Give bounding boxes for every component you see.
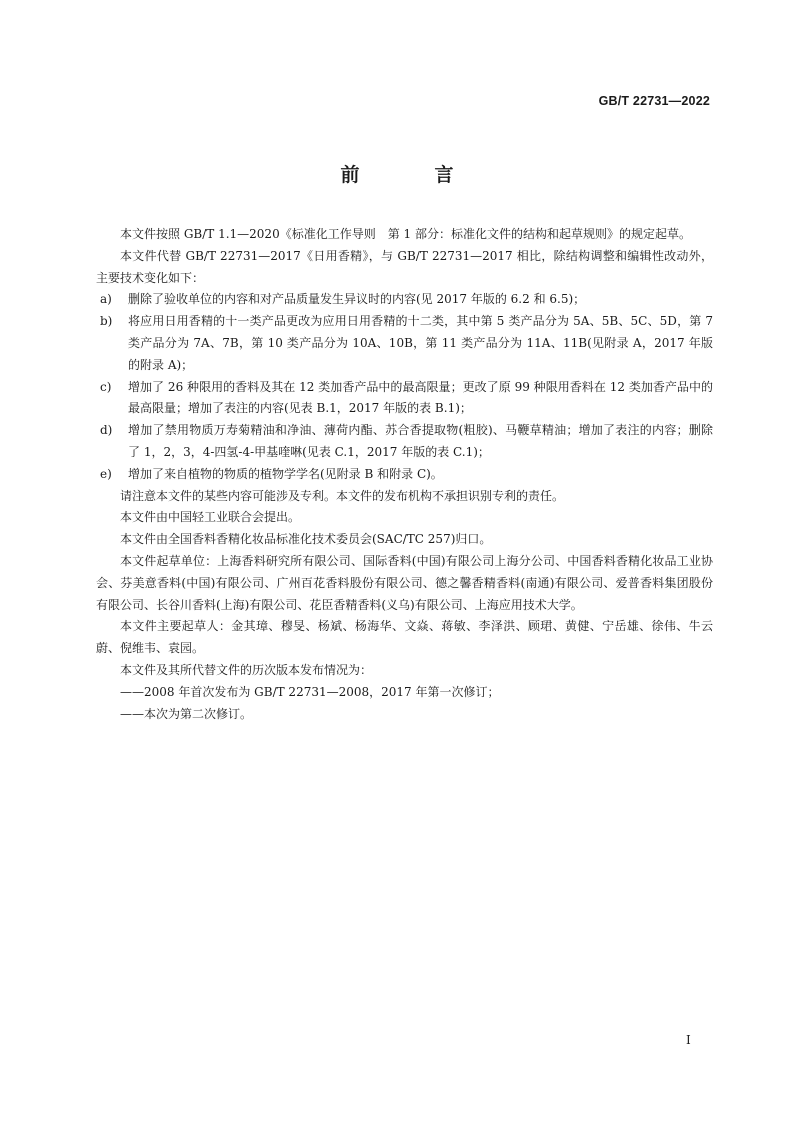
list-item (96, 420, 713, 464)
list-marker: e) (100, 466, 112, 481)
list-item-text: 将应用日用香精的十一类产品更改为应用日用香精的十二类，其中第 5 类产品分为 5A、5B、5C、5D，第 7 类产品分为 7A、7B，第 10 类产品分为 10A、10B，第 11 类产品分为 11A、11B(见附录 A，2017 年版的附录 A)； (128, 314, 713, 372)
list-marker: c) (100, 379, 112, 394)
list-marker: b) (100, 314, 113, 329)
page-number: I (686, 1033, 691, 1047)
list-item (96, 311, 713, 376)
history-item: ——2008 年首次发布为 GB/T 22731—2008，2017 年第一次修订； (120, 684, 500, 699)
paragraph-replaces: 本文件代替 GB/T 22731—2017《日用香精》，与 GB/T 22731—2017 相比，除结构调整和编辑性改动外，主要技术变化如下： (96, 248, 713, 285)
paragraph-main-drafters: 本文件主要起草人：金其璋、穆旻、杨斌、杨海华、文焱、蒋敏、李泽洪、顾珺、黄健、宁岳雄、徐伟、牛云蔚、倪维韦、袁园。 (96, 619, 713, 656)
page-title: 前 言 (340, 164, 482, 186)
standard-code: GB/T 22731—2022 (598, 94, 710, 108)
paragraph-drafting-rules: 本文件按照 GB/T 1.1—2020《标准化工作导则 第 1 部分：标准化文件的结构和起草规则》的规定起草。 (120, 227, 691, 241)
list-item-text: 增加了来自植物的物质的植物学学名(见附录 B 和附录 C)。 (128, 466, 443, 481)
list-item (96, 464, 713, 486)
document-body (96, 224, 713, 725)
paragraph-drafting-units: 本文件起草单位：上海香料研究所有限公司、国际香料(中国)有限公司上海分公司、中国香料香精化妆品工业协会、芬美意香料(中国)有限公司、广州百花香料股份有限公司、德之馨香精香料(南通)有限公司、爱普香料集团股份有限公司、长谷川香料(上海)有限公司、花臣香精香料(义乌)有限公司、上海应用技术大学。 (96, 553, 713, 612)
list-item-text: 增加了 26 种限用的香料及其在 12 类加香产品中的最高限量；更改了原 99 种限用香料在 12 类加香产品中的最高限量；增加了表注的内容(见表 B.1，2017 年版的表 B.1)； (128, 379, 713, 416)
list-marker: d) (100, 423, 113, 438)
list-item (96, 289, 713, 311)
list-item-text: 删除了验收单位的内容和对产品质量发生异议时的内容(见 2017 年版的 6.2 和 6.5)； (128, 292, 586, 307)
history-item: ——本次为第二次修订。 (120, 706, 253, 721)
list-marker: a) (100, 292, 112, 307)
paragraph-proposed-by: 本文件由中国轻工业联合会提出。 (120, 510, 301, 525)
list-item-text: 增加了禁用物质万寿菊精油和净油、薄荷内酯、苏合香提取物(粗胶)、马鞭草精油；增加了表注的内容；删除了 1，2，3，4-四氢-4-甲基喹啉(见表 C.1，2017 年版的表 C.1)； (128, 423, 713, 459)
list-item (96, 377, 713, 421)
paragraph-history-intro: 本文件及其所代替文件的历次版本发布情况为： (120, 662, 373, 677)
paragraph-patent-notice: 请注意本文件的某些内容可能涉及专利。本文件的发布机构不承担识别专利的责任。 (120, 488, 565, 503)
paragraph-centralized-by: 本文件由全国香料香精化妆品标准化技术委员会(SAC/TC 257)归口。 (120, 532, 492, 547)
